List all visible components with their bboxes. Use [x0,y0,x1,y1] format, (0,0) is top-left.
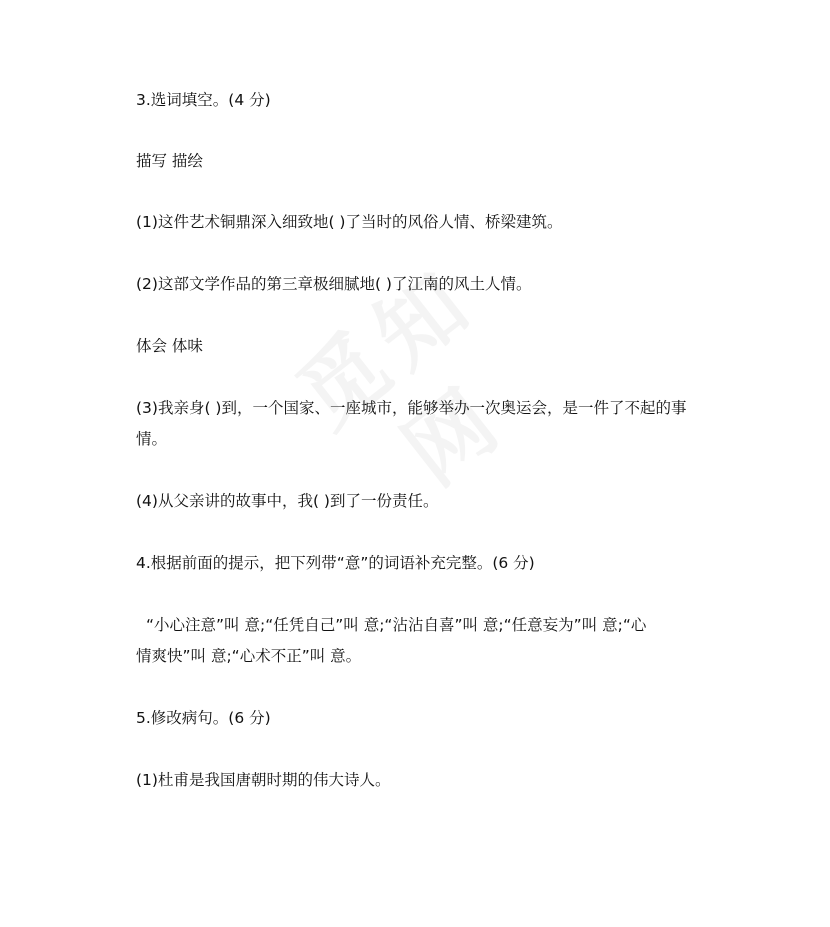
question-5-heading: 5.修改病句。(6 分) [136,709,271,727]
word-choice-pair-1: 描写 描绘 [136,152,203,170]
question-5-item-1: (1)杜甫是我国唐朝时期的伟大诗人。 [136,771,391,789]
word-choice-pair-2: 体会 体味 [136,337,203,355]
question-3-item-1: (1)这件艺术铜鼎深入细致地( )了当时的风俗人情、桥梁建筑。 [136,213,563,231]
question-3-item-3-line-2: 情。 [136,430,168,448]
question-3-item-2: (2)这部文学作品的第三章极细腻地( )了江南的风土人情。 [136,275,532,293]
question-3-item-3-line-1: (3)我亲身( )到，一个国家、一座城市，能够举办一次奥运会，是一件了不起的事 [136,399,687,417]
question-3-heading: 3.选词填空。(4 分) [136,91,271,109]
question-4-content-line-1: “小心注意”叫 意;“任凭自己”叫 意;“沾沾自喜”叫 意;“任意妄为”叫 意;“心 [146,616,647,634]
question-3-item-4: (4)从父亲讲的故事中，我( )到了一份责任。 [136,492,439,510]
question-4-content-line-2: 情爽快”叫 意;“心术不正”叫 意。 [136,647,362,665]
question-4-heading: 4.根据前面的提示，把下列带“意”的词语补充完整。(6 分) [136,554,535,572]
